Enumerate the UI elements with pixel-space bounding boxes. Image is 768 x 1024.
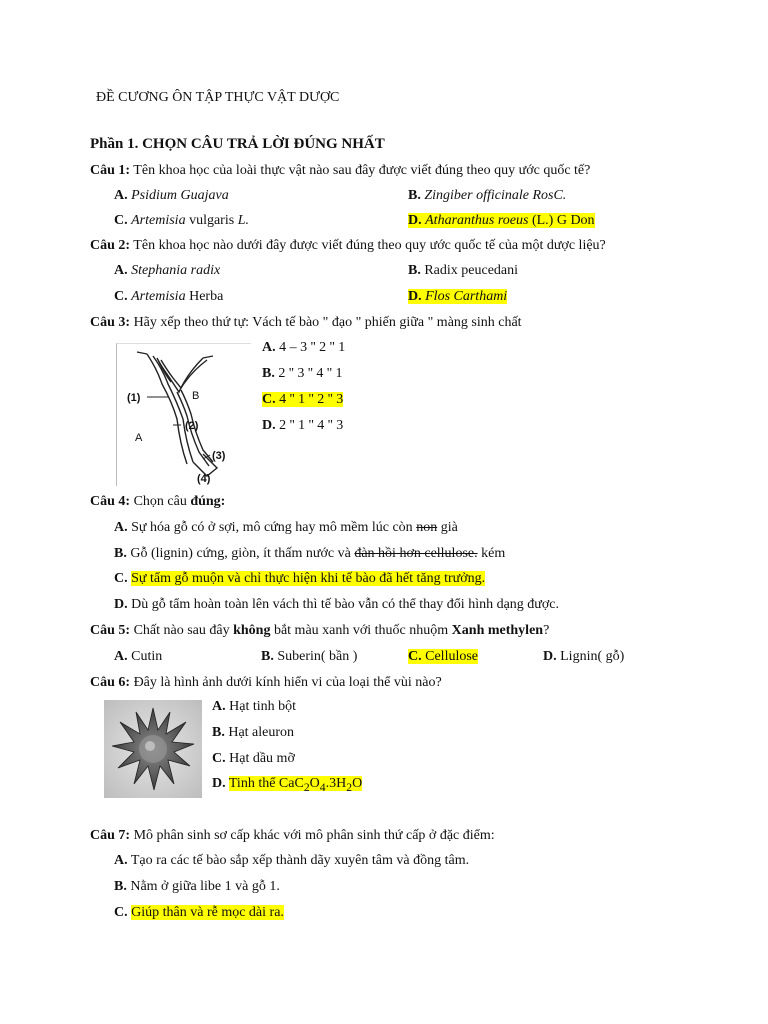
q6-option-d-answer: D. Tinh thể $CaC_2O_4.3H_2O$: [212, 776, 363, 794]
q2-option-b: B. Radix peucedani: [408, 263, 519, 278]
label-A: A: [135, 432, 143, 444]
q2-option-c: C. Artemisia Herba: [114, 289, 224, 304]
crystal-micrograph: [104, 700, 202, 798]
label-2: (2): [185, 420, 199, 432]
question-3: [90, 314, 522, 332]
cell-wall-diagram: [116, 343, 251, 486]
q1-option-c: C. Artemisia vulgaris L.: [114, 213, 249, 228]
question-1-text: Tên khoa học của loài thực vật nào sau đây được viết đúng theo quy ước quốc tế?: [130, 163, 591, 178]
question-1-label: Câu 1:: [90, 163, 131, 178]
question-3-label: Câu 3:: [90, 315, 131, 330]
q6-option-b: B. Hạt aleuron: [212, 725, 295, 740]
cell-wall-diagram-svg: [117, 344, 251, 486]
question-5: Câu 5: Chất nào sau đây không bắt màu xanh với thuốc nhuộm Xanh methylen?: [90, 623, 550, 638]
label-4: (4): [197, 473, 211, 485]
question-2: [90, 237, 606, 255]
question-5-label: Câu 5:: [90, 623, 131, 638]
q5-option-c-answer: C. Cellulose: [408, 649, 479, 664]
question-2-label: Câu 2:: [90, 238, 131, 253]
question-3-text: Hãy xếp theo thứ tự: Vách tế bào " đạo " phiến giữa " màng sinh chất: [130, 315, 522, 330]
crystal-micrograph-svg: [104, 700, 202, 798]
q3-option-b: B. 2 '' 3 '' 4 '' 1: [262, 366, 343, 381]
question-4: Câu 4: Chọn câu đúng:: [90, 494, 226, 509]
label-3: (3): [212, 450, 226, 462]
q3-option-c-answer: C. 4 '' 1 '' 2 '' 3: [262, 392, 344, 407]
q7-option-a: A. Tạo ra các tế bào sắp xếp thành dãy xuyên tâm và đồng tâm.: [114, 853, 470, 868]
q1-option-a: A. Psidium Guajava: [114, 188, 229, 203]
q7-option-c-answer: C. Giúp thân và rễ mọc dài ra.: [114, 905, 284, 920]
question-7: Câu 7: Mô phân sinh sơ cấp khác với mô phân sinh thứ cấp ở đặc điểm:: [90, 828, 495, 843]
question-1: [90, 162, 590, 180]
label-B: B: [192, 390, 200, 402]
q5-option-d: D. Lignin( gỗ): [543, 649, 625, 664]
label-1: (1): [127, 392, 141, 404]
q4-option-c-answer: C. Sự tẩm gỗ muộn và chỉ thực hiện khi tế bào đã hết tăng trưởng.: [114, 571, 486, 586]
question-4-label: Câu 4:: [90, 494, 131, 509]
q2-option-d-answer: D. Flos Carthami: [408, 289, 508, 304]
q3-option-d: D. 2 '' 1 '' 4 '' 3: [262, 418, 344, 433]
q4-option-b: B. Gỗ (lignin) cứng, giòn, ít thấm nước và đàn hồi hơn cellulose. kém: [114, 546, 506, 561]
question-6-label: Câu 6:: [90, 675, 131, 690]
q1-option-b: B. Zingiber officinale RosC.: [408, 188, 567, 203]
q4-option-a: A. Sự hóa gỗ có ở sợi, mô cứng hay mô mềm lúc còn non già: [114, 520, 458, 535]
q5-option-a: A. Cutin: [114, 649, 163, 664]
question-2-text: Tên khoa học nào dưới đây được viết đúng theo quy ước quốc tế của một dược liệu?: [130, 238, 606, 253]
q3-option-a: A. 4 – 3 '' 2 '' 1: [262, 340, 346, 355]
question-6: Câu 6: Đây là hình ảnh dưới kính hiển vi của loại thể vùi nào?: [90, 675, 442, 690]
question-7-label: Câu 7:: [90, 828, 131, 843]
q5-option-b: B. Suberin( bần ): [261, 649, 358, 664]
q1-option-d-answer: D. Atharanthus roeus (L.) G Don: [408, 213, 595, 228]
q4-option-d: D. Dù gỗ tẩm hoàn toàn lên vách thì tế bào vẫn có thể thay đổi hình dạng được.: [114, 597, 560, 612]
q2-option-a: A. Stephania radix: [114, 263, 221, 278]
part-1-heading: Phần 1. CHỌN CÂU TRẢ LỜI ĐÚNG NHẤT: [90, 136, 385, 152]
document-title: ĐỀ CƯƠNG ÔN TẬP THỰC VẬT DƯỢC: [96, 90, 340, 105]
q6-option-a: A. Hạt tinh bột: [212, 699, 297, 714]
q6-option-c: C. Hạt dầu mỡ: [212, 751, 295, 766]
q7-option-b: B. Nằm ở giữa libe 1 và gỗ 1.: [114, 879, 280, 894]
